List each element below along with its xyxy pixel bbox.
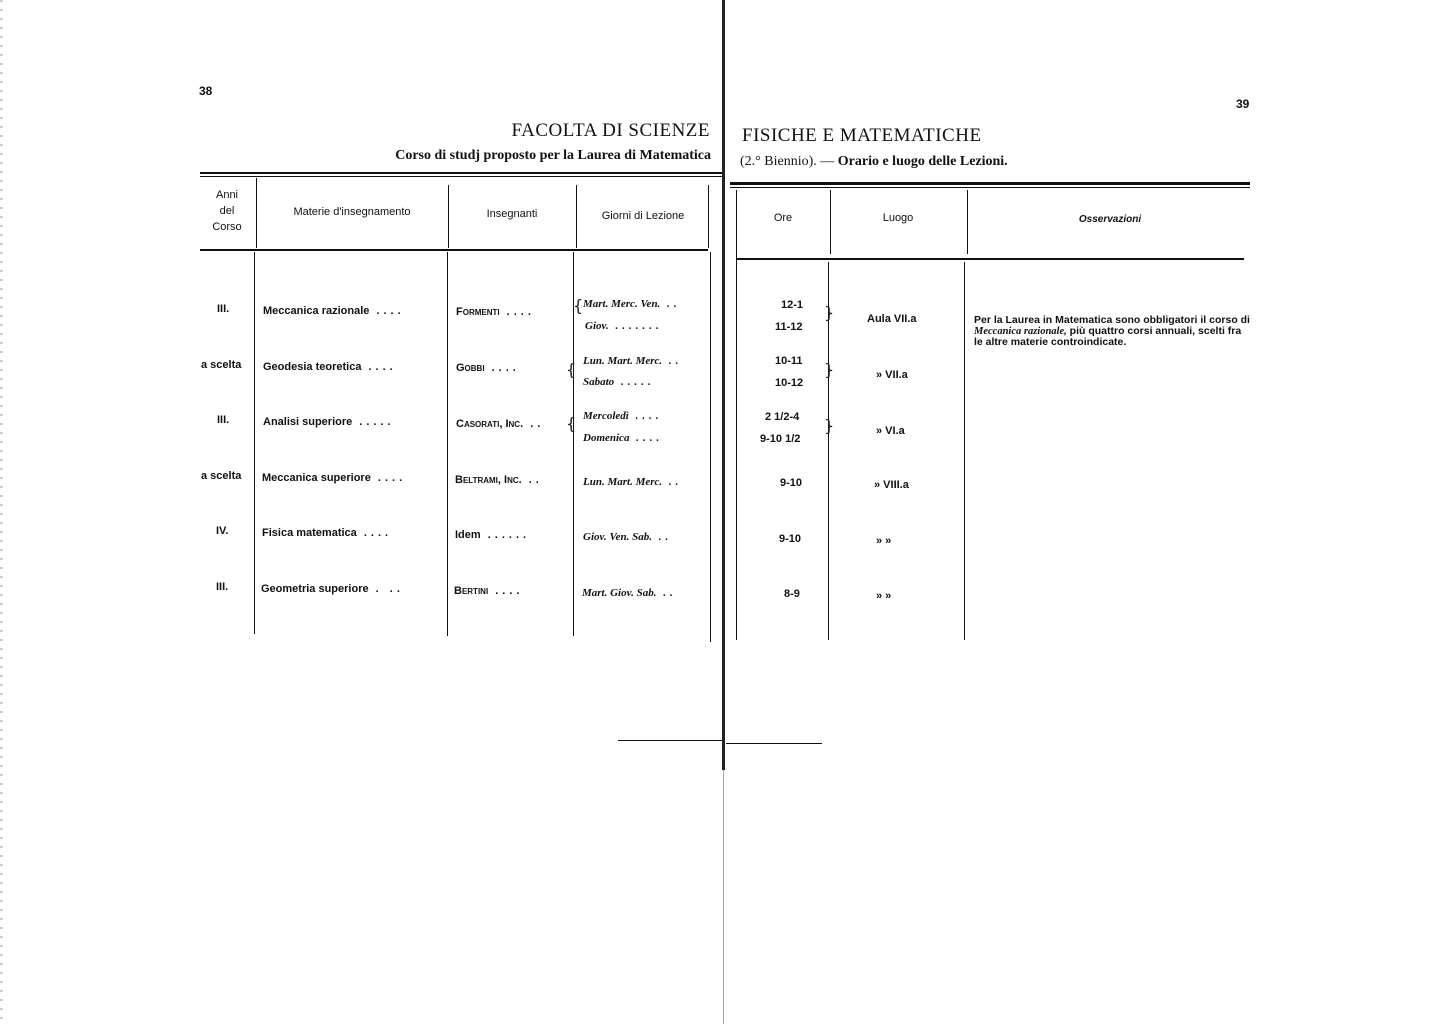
brace-icon: { <box>566 414 577 433</box>
col-divider <box>736 190 737 640</box>
row-anno: III. <box>217 303 230 315</box>
table-top-rule-right <box>730 182 1250 185</box>
row-giorni: Lun. Mart. Merc. .. <box>583 355 683 367</box>
row-insegnante: Beltrami, Inc. .. <box>455 474 543 486</box>
row-ore: 9-10 <box>780 477 803 489</box>
colhead-anni-line2: del <box>219 205 235 217</box>
row-giorni: Domenica .... <box>583 432 664 444</box>
row-luogo: » VI.a <box>876 425 905 437</box>
row-insegnante-text: Gobbi <box>456 362 485 374</box>
colhead-luogo: Luogo <box>882 212 914 224</box>
row-giorni-line: Mart. Giov. Sab. <box>582 587 657 599</box>
row-materia-text: Meccanica razionale <box>263 305 370 317</box>
page-number-right: 39 <box>1236 97 1250 111</box>
row-insegnante: Casorati, Inc. .. <box>456 418 545 430</box>
osservazioni-prefix: Per la Laurea in Matematica sono obbligatori il corso di <box>974 314 1250 326</box>
row-ore: 10-12 <box>775 377 804 389</box>
row-giorni-line: Sabato <box>583 376 615 388</box>
heading-right-subtitle-bold: Orario e luogo delle Lezioni. <box>837 154 1008 169</box>
row-insegnante: Gobbi .... <box>456 362 520 374</box>
table-header-rule-right <box>736 258 1244 260</box>
row-ore: 8-9 <box>784 588 800 600</box>
osservazioni-suffix: più quattro corsi annuali, scelti fra le altre materie controindicate. <box>974 325 1242 348</box>
row-ore: 9-10 <box>779 533 802 545</box>
col-divider <box>964 262 965 640</box>
row-materia: Fisica matematica .... <box>262 527 393 539</box>
row-giorni: Giov. ....... <box>585 320 663 332</box>
row-insegnante-text: Formenti <box>456 306 500 318</box>
osservazioni-note <box>974 315 1250 348</box>
table-header-rule-left <box>200 249 708 251</box>
col-divider <box>708 185 709 248</box>
page-number-left: 38 <box>199 84 213 98</box>
osservazioni-emph: Meccanica razionale, <box>974 326 1067 337</box>
heading-right-subtitle-plain: (2.° Biennio). — <box>740 154 835 169</box>
row-giorni-line: Giov. Ven. Sab. <box>583 531 652 543</box>
row-insegnante-text: Idem <box>455 529 481 541</box>
heading-right-title: FISICHE E MATEMATICHE <box>742 125 982 146</box>
row-materia-text: Fisica matematica <box>262 527 357 539</box>
row-giorni-line: Lun. Mart. Merc. <box>583 476 663 488</box>
row-insegnante-text: Casorati, Inc. <box>456 418 524 430</box>
row-materia: Meccanica razionale .... <box>263 305 405 317</box>
row-giorni: Sabato ..... <box>583 376 655 388</box>
col-divider <box>710 252 711 642</box>
colhead-anni-line1: Anni <box>215 189 239 201</box>
row-materia-text: Geodesia teoretica <box>263 361 362 373</box>
row-insegnante: Formenti .... <box>456 306 535 318</box>
row-luogo: » » <box>876 590 892 602</box>
row-materia: Geometria superiore . .. <box>261 583 404 595</box>
brace-icon: { <box>573 296 584 315</box>
colhead-giorni: Giorni di Lezione <box>601 210 685 222</box>
row-materia: Analisi superiore ..... <box>263 416 395 428</box>
row-luogo: Aula VII.a <box>867 313 917 325</box>
row-giorni: Mart. Merc. Ven. .. <box>583 298 681 310</box>
colhead-anni <box>200 187 254 235</box>
row-luogo: » » <box>876 535 892 547</box>
row-ore: 11-12 <box>775 321 803 333</box>
table-top-rule-left-thin <box>200 176 722 177</box>
table-top-rule-left <box>200 172 722 174</box>
row-anno: III. <box>217 414 230 426</box>
row-giorni-line: Domenica <box>583 432 630 444</box>
heading-right-subtitle <box>740 154 1008 170</box>
row-anno: III. <box>216 581 229 593</box>
row-insegnante: Bertini .... <box>454 585 524 597</box>
row-materia-text: Analisi superiore <box>263 416 353 428</box>
row-giorni: Mart. Giov. Sab. .. <box>582 587 677 599</box>
row-giorni: Lun. Mart. Merc. .. <box>583 476 683 488</box>
colhead-insegnanti: Insegnanti <box>486 208 538 220</box>
row-insegnante: Idem ...... <box>455 529 531 541</box>
page-gutter-lower <box>723 770 724 1024</box>
row-materia-text: Geometria superiore <box>261 583 369 595</box>
row-ore: 10-11 <box>775 355 803 367</box>
row-ore: 9-10 1/2 <box>760 433 801 445</box>
brace-icon: { <box>566 360 577 379</box>
bottom-rule-left <box>618 740 722 741</box>
col-divider <box>447 252 448 636</box>
row-anno: IV. <box>216 525 229 537</box>
row-luogo: » VIII.a <box>874 479 909 491</box>
row-giorni-line: Giov. <box>585 320 609 332</box>
heading-left-title: FACOLTA DI SCIENZE <box>511 120 710 141</box>
row-insegnante-text: Beltrami, Inc. <box>455 474 522 486</box>
page-gutter <box>722 0 725 770</box>
row-insegnante-text: Bertini <box>454 585 489 597</box>
brace-icon: } <box>824 303 835 322</box>
table-top-rule-right-thin <box>730 187 1250 188</box>
col-divider <box>967 190 968 254</box>
colhead-osservazioni: Osservazioni <box>1078 214 1142 225</box>
row-giorni: Giov. Ven. Sab. .. <box>583 531 673 543</box>
row-ore: 12-1 <box>781 299 804 311</box>
colhead-ore: Ore <box>773 212 793 224</box>
row-luogo: » VII.a <box>876 369 908 381</box>
bottom-rule-right <box>726 743 822 744</box>
row-materia: Geodesia teoretica .... <box>263 361 397 373</box>
row-giorni-line: Lun. Mart. Merc. <box>583 355 663 367</box>
scan-edge <box>0 0 3 1024</box>
col-divider <box>254 252 255 634</box>
row-anno: a scelta <box>201 470 242 482</box>
row-giorni-line: Mart. Merc. Ven. <box>583 298 661 310</box>
heading-left-subtitle: Corso di studj proposto per la Laurea di Matematica <box>395 148 711 163</box>
brace-icon: } <box>824 416 835 435</box>
row-materia: Meccanica superiore .... <box>262 472 407 484</box>
row-giorni: Mercoledì .... <box>583 410 663 422</box>
row-ore: 2 1/2-4 <box>765 411 800 423</box>
row-materia-text: Meccanica superiore <box>262 472 371 484</box>
brace-icon: } <box>824 360 835 379</box>
row-giorni-line: Mercoledì <box>583 410 629 422</box>
row-anno: a scelta <box>201 359 242 371</box>
colhead-materie: Materie d'insegnamento <box>293 206 411 218</box>
colhead-anni-line3: Corso <box>212 221 242 233</box>
